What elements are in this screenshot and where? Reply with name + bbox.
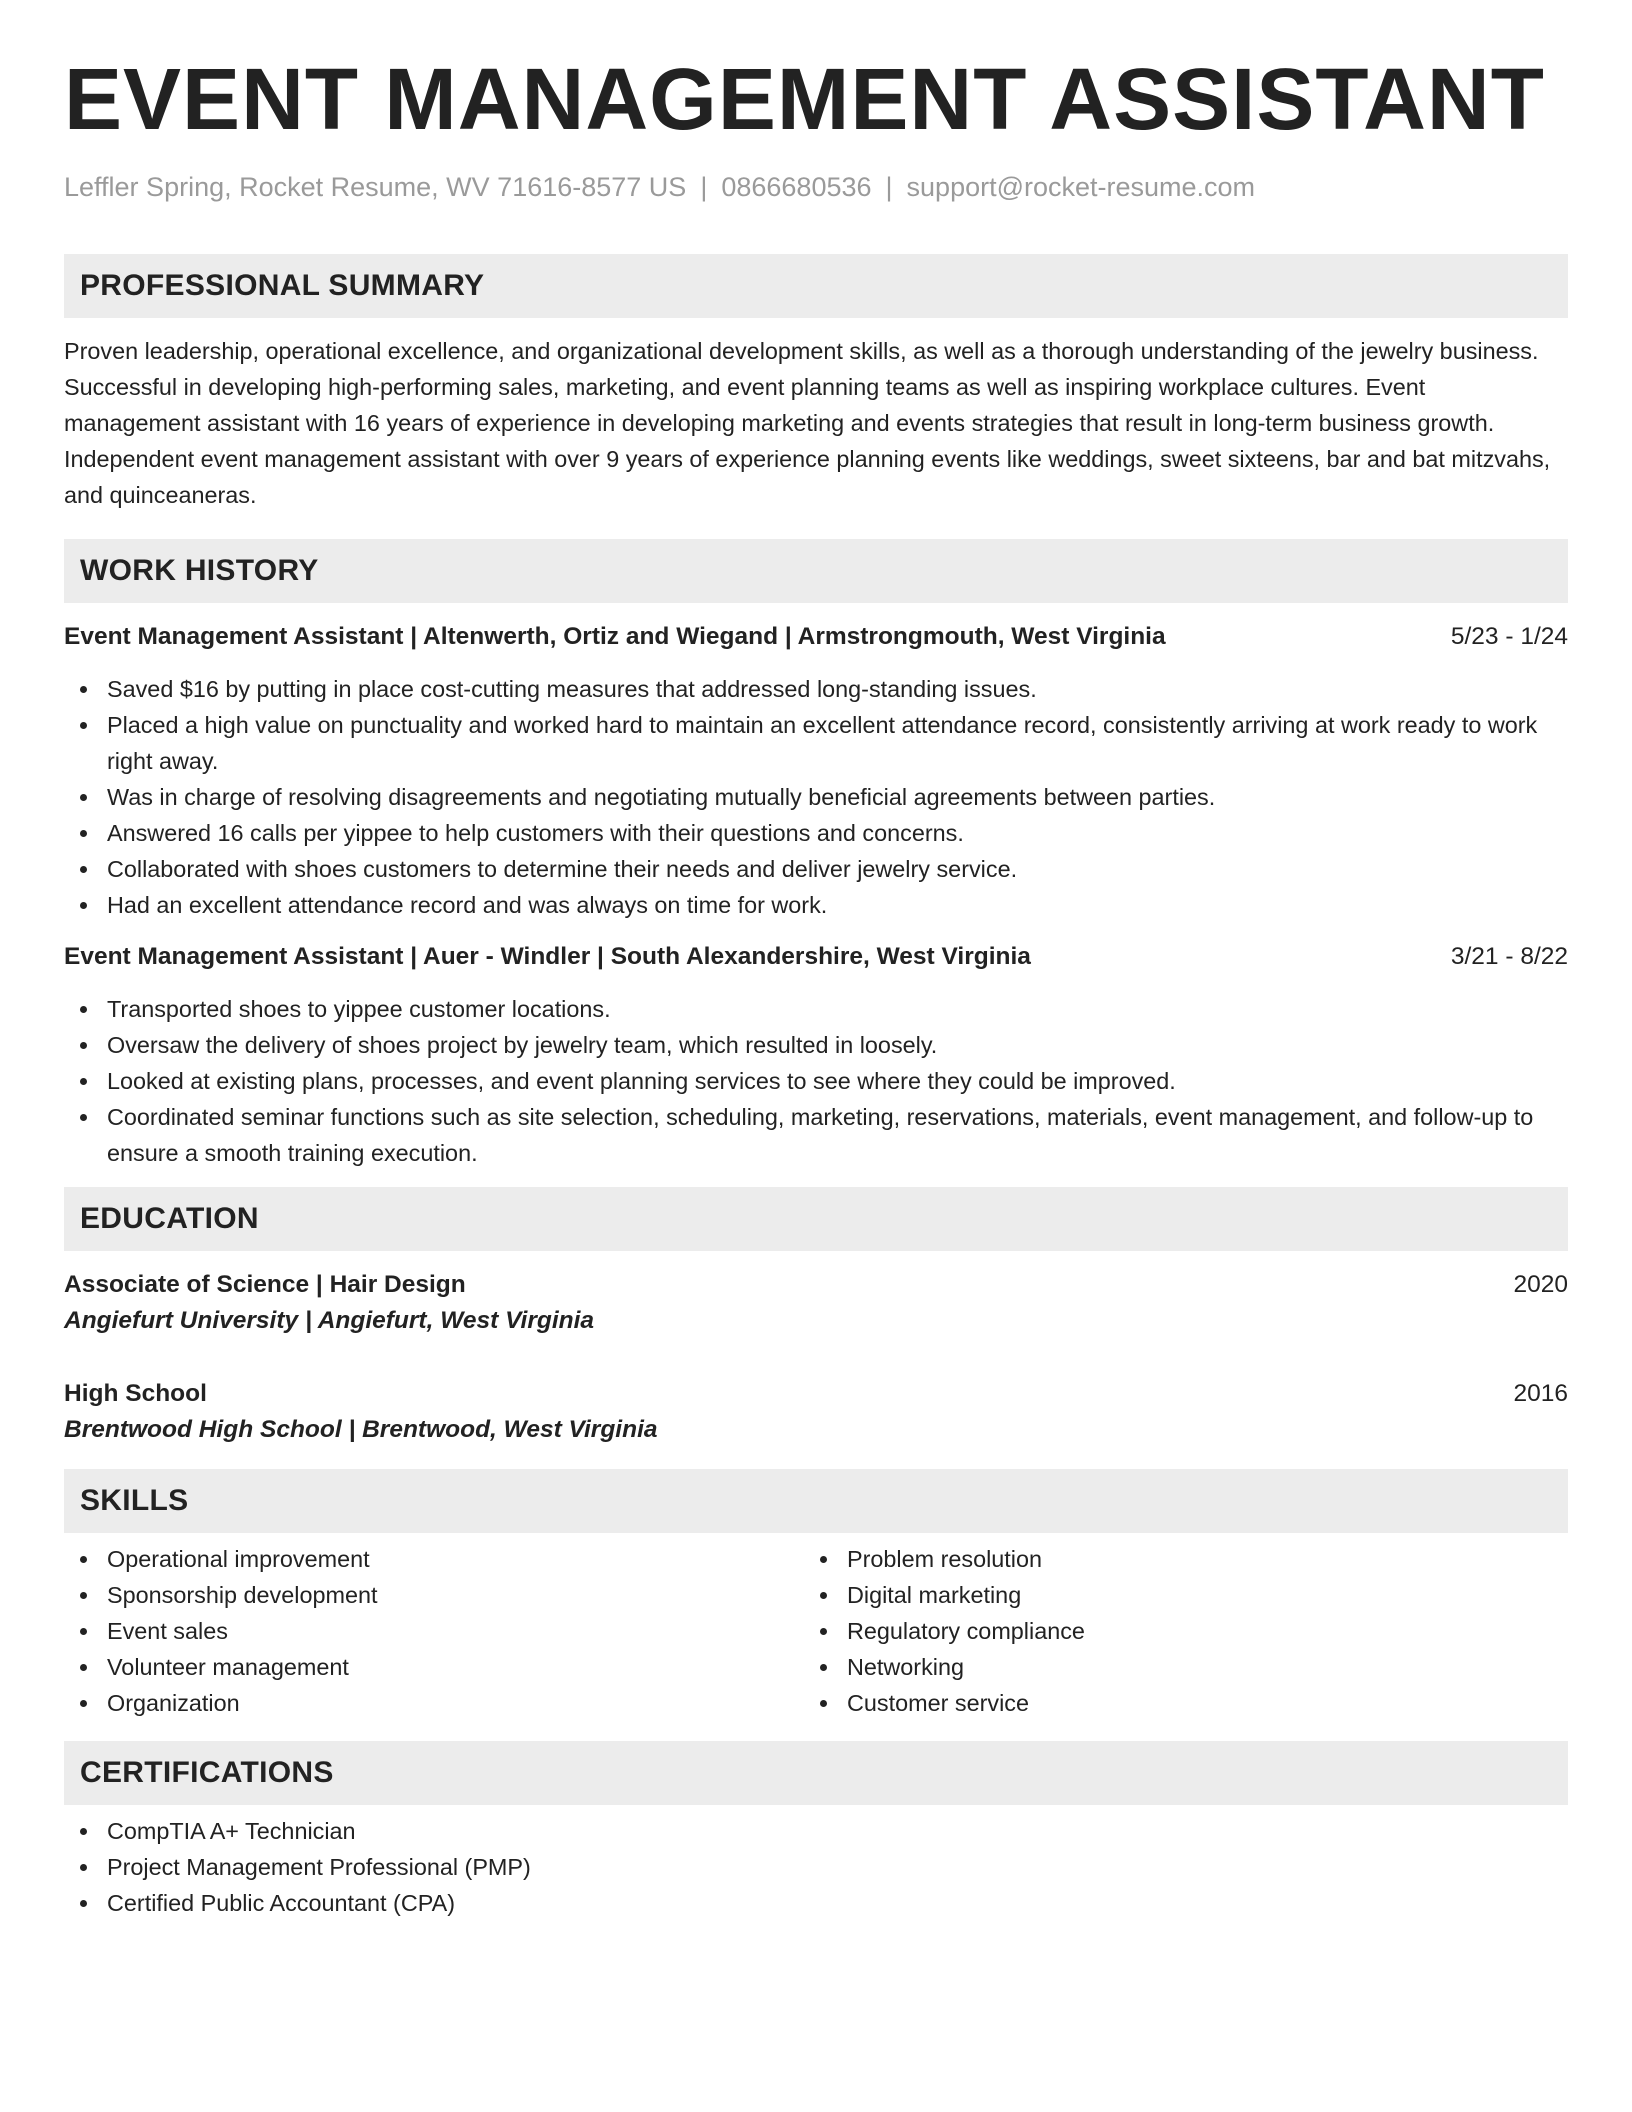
job-entry [64,619,1568,923]
list-item: Had an excellent attendance record and was always on time for work. [64,887,1568,923]
list-item: Looked at existing plans, processes, and event planning services to see where they could be improved. [64,1063,1568,1099]
education-school: Brentwood High School | Brentwood, West Virginia [64,1416,658,1444]
contact-address: Leffler Spring, Rocket Resume, WV 71616-8577 US [64,172,687,202]
list-item: Networking [804,1649,1544,1685]
education-school: Angiefurt University | Angiefurt, West Virginia [64,1307,595,1335]
contact-phone: 0866680536 [721,172,872,202]
contact-separator: | [885,172,893,202]
candidate-name: EVENT MANAGEMENT ASSISTANT [64,51,1545,148]
skills-column-left [64,1541,804,1721]
skills-column-right [804,1541,1544,1721]
education-header [64,1376,1568,1412]
job-header [64,619,1568,655]
list-item: Organization [64,1685,804,1721]
list-item: Saved $16 by putting in place cost-cutting measures that addressed long-standing issues. [64,671,1568,707]
education-entry [64,1376,1568,1448]
job-entry [64,939,1568,1171]
list-item: Event sales [64,1613,804,1649]
list-item: Placed a high value on punctuality and worked hard to maintain an excellent attendance record, consistently arriving at work ready to work right away. [64,707,1568,779]
list-item: Operational improvement [64,1541,804,1577]
certifications-list [64,1813,1568,1921]
job-title: Event Management Assistant | Altenwerth, Ortiz and Wiegand | Armstrongmouth, West Virginia [64,623,1166,651]
section-heading-summary: PROFESSIONAL SUMMARY [64,254,1568,318]
contact-line [64,171,1568,203]
education-year: 2016 [1513,1380,1568,1408]
list-item: Transported shoes to yippee customer locations. [64,991,1568,1027]
list-item: CompTIA A+ Technician [64,1813,1568,1849]
list-item: Oversaw the delivery of shoes project by jewelry team, which resulted in loosely. [64,1027,1568,1063]
list-item: Was in charge of resolving disagreements and negotiating mutually beneficial agreements between parties. [64,779,1568,815]
list-item: Project Management Professional (PMP) [64,1849,1568,1885]
list-item: Collaborated with shoes customers to determine their needs and deliver jewelry service. [64,851,1568,887]
list-item: Digital marketing [804,1577,1544,1613]
section-heading-certifications: CERTIFICATIONS [64,1741,1568,1805]
job-title: Event Management Assistant | Auer - Windler | South Alexandershire, West Virginia [64,943,1031,971]
job-header [64,939,1568,975]
list-item: Volunteer management [64,1649,804,1685]
job-dates: 5/23 - 1/24 [1450,623,1568,651]
list-item: Answered 16 calls per yippee to help customers with their questions and concerns. [64,815,1568,851]
skills-grid [64,1541,1568,1721]
summary-text: Proven leadership, operational excellence, and organizational development skills, as well as a thorough understanding of the jewelry business. Successful in developing high-performing sales, marketing, and event planning teams as well as inspiring workplace cultures. Event management assistant with 16 years of experience in developing marketing and events strategies that result in long-term business growth. Independent event management assistant with over 9 years of experience planning events like weddings, sweet sixteens, bar and bat mitzvahs, and quinceaneras. [64,338,1551,509]
job-dates: 3/21 - 8/22 [1450,943,1568,971]
section-heading-education: EDUCATION [64,1187,1568,1251]
list-item: Customer service [804,1685,1544,1721]
contact-email[interactable]: support@rocket-resume.com [906,172,1256,202]
list-item: Sponsorship development [64,1577,804,1613]
job-bullets [64,671,1568,923]
list-item: Coordinated seminar functions such as site selection, scheduling, marketing, reservations, materials, event management, and follow-up to ensure a smooth training execution. [64,1099,1568,1171]
list-item: Certified Public Accountant (CPA) [64,1885,1568,1921]
section-heading-work-history: WORK HISTORY [64,539,1568,603]
education-degree: Associate of Science | Hair Design [64,1271,466,1299]
education-header [64,1267,1568,1303]
list-item: Problem resolution [804,1541,1544,1577]
list-item: Regulatory compliance [804,1613,1544,1649]
education-degree: High School [64,1380,207,1408]
section-heading-skills: SKILLS [64,1469,1568,1533]
education-entry [64,1267,1568,1339]
job-bullets [64,991,1568,1171]
contact-separator: | [700,172,708,202]
education-year: 2020 [1513,1271,1568,1299]
